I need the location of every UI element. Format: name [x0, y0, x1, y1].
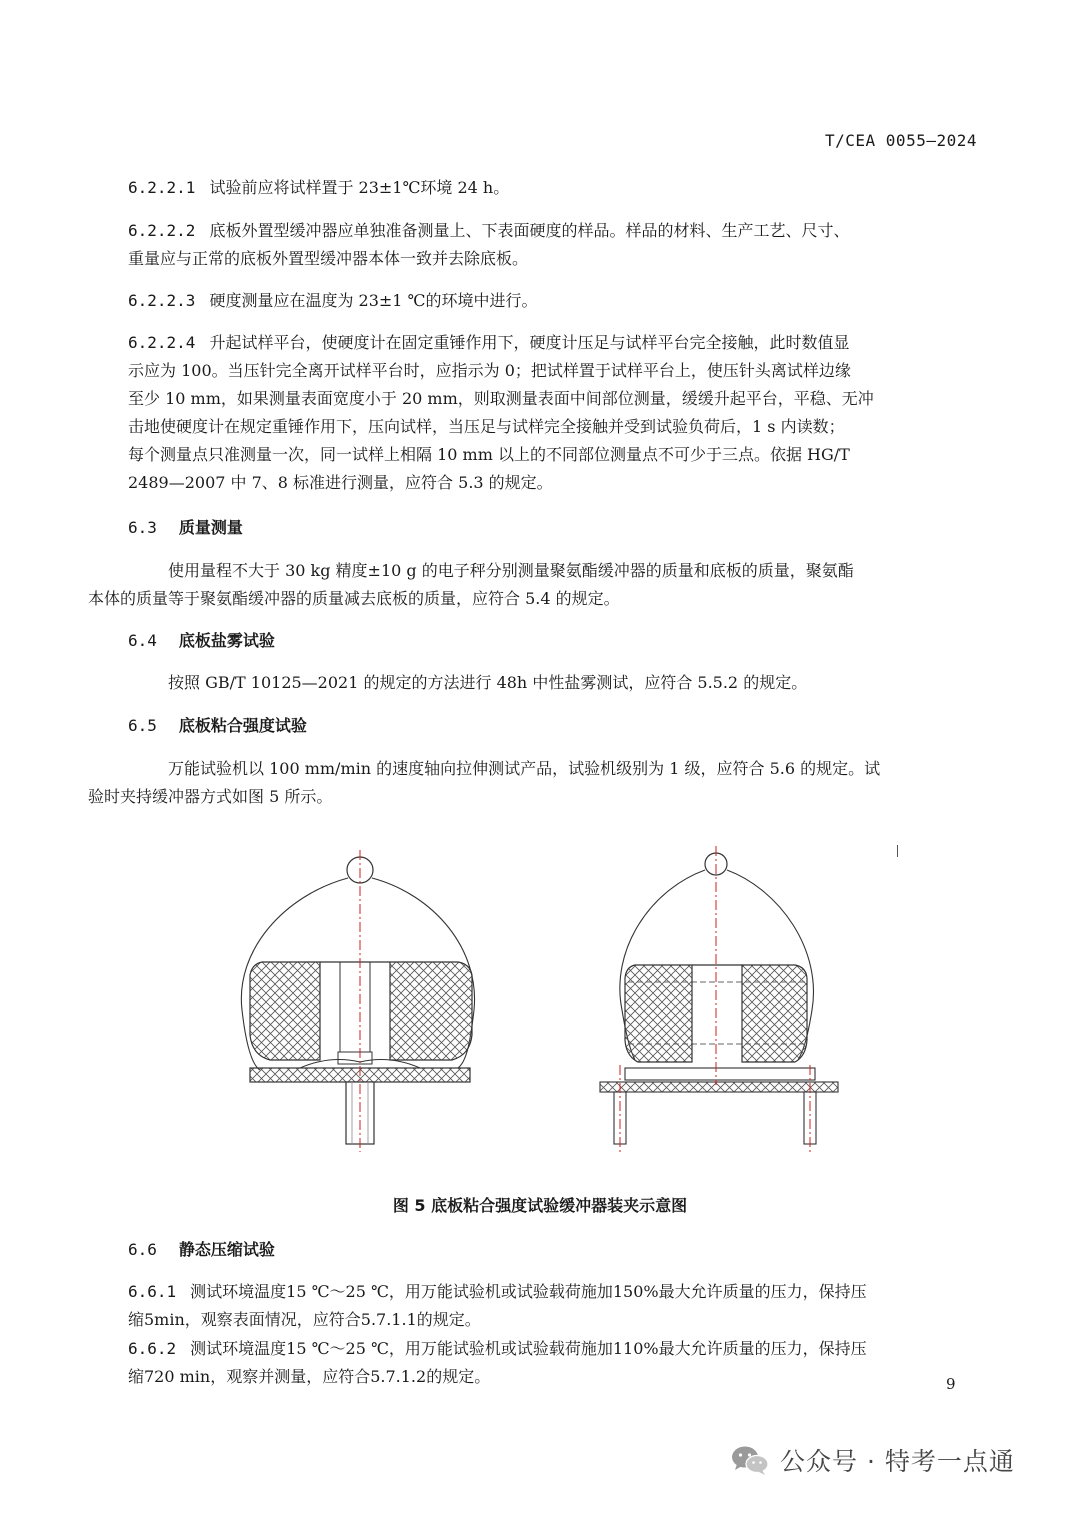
- clause-text-line: 测试环境温度15 ℃～25 ℃，用万能试验机或试验载荷施加150%最大允许质量的压力，保持压: [190, 1282, 867, 1301]
- clause-number: 6.6.1: [128, 1282, 177, 1301]
- section-title: 静态压缩试验: [178, 1240, 275, 1259]
- clause-text: 硬度测量应在温度为 23±1 ℃的环境中进行。: [209, 291, 538, 310]
- clause-number: 6.2.2.4: [128, 333, 196, 352]
- body-line: 本体的质量等于聚氨酯缓冲器的质量减去底板的质量，应符合 5.4 的规定。: [88, 589, 620, 608]
- section-heading-6-3: [128, 514, 243, 542]
- section-number: 6.5: [128, 716, 157, 735]
- clause-text-line: 每个测量点只准测量一次，同一试样上相隔 10 mm 以上的不同部位测量点不可少于三点。依据 HG/T: [128, 445, 850, 464]
- body-line: 使用量程不大于 30 kg 精度±10 g 的电子秤分别测量聚氨酯缓冲器的质量和底板的质量，聚氨酯: [168, 561, 854, 580]
- left-buffer-assembly: [241, 850, 474, 1152]
- wechat-icon: [730, 1444, 770, 1476]
- figure-5-fixture-diagram: [230, 840, 850, 1155]
- clause-text-line: 缩720 min，观察并测量，应符合5.7.1.2的规定。: [128, 1367, 491, 1386]
- section-title: 质量测量: [178, 518, 243, 537]
- section-title: 底板盐雾试验: [178, 631, 275, 650]
- clause-text-line: 2489—2007 中 7、8 标准进行测量，应符合 5.3 的规定。: [128, 473, 553, 492]
- clause-text-line: 底板外置型缓冲器应单独准备测量上、下表面硬度的样品。样品的材料、生产工艺、尺寸、: [209, 221, 850, 240]
- page-number: 9: [946, 1375, 956, 1393]
- section-number: 6.4: [128, 631, 157, 650]
- right-buffer-assembly: [600, 846, 838, 1152]
- clause-text-line: 重量应与正常的底板外置型缓冲器本体一致并去除底板。: [128, 249, 529, 268]
- section-heading-6-6: [128, 1236, 275, 1264]
- section-title: 底板粘合强度试验: [178, 716, 307, 735]
- clause-number: 6.6.2: [128, 1339, 177, 1358]
- clause-number: 6.2.2.2: [128, 221, 196, 240]
- clause-6-2-2-2: [128, 217, 978, 273]
- section-number: 6.6: [128, 1240, 157, 1259]
- clause-6-2-2-3: [128, 287, 978, 315]
- clause-text-line: 缩5min，观察表面情况，应符合5.7.1.1的规定。: [128, 1310, 481, 1329]
- clause-6-6-2: [128, 1335, 978, 1391]
- watermark: [730, 1440, 1015, 1480]
- fixture-plate: [600, 1082, 838, 1092]
- clause-text-line: 击地使硬度计在规定重锤作用下，压向试样，当压足与试样完全接触并受到试验负荷后，1 s 内读数；: [128, 417, 845, 436]
- watermark-text: 公众号 · 特考一点通: [780, 1447, 1015, 1476]
- body-line: 验时夹持缓冲器方式如图 5 所示。: [88, 787, 333, 806]
- bolt: [614, 1092, 626, 1144]
- clause-6-2-2-4: [128, 329, 978, 497]
- bolt: [804, 1092, 816, 1144]
- body-line: 按照 GB/T 10125—2021 的规定的方法进行 48h 中性盐雾测试，应符合 5.5.2 的规定。: [168, 673, 808, 692]
- section-number: 6.3: [128, 518, 157, 537]
- body-line: 万能试验机以 100 mm/min 的速度轴向拉伸测试产品，试验机级别为 1 级，应符合 5.6 的规定。试: [168, 759, 881, 778]
- clause-text: 试验前应将试样置于 23±1℃环境 24 h。: [209, 178, 510, 197]
- clause-6-2-2-1: [128, 174, 978, 202]
- section-6-4-body: [128, 669, 978, 697]
- section-heading-6-5: [128, 712, 307, 740]
- clause-number: 6.2.2.3: [128, 291, 196, 310]
- section-6-3-body: [88, 557, 978, 613]
- clause-text-line: 升起试样平台，使硬度计在固定重锤作用下，硬度计压足与试样平台完全接触，此时数值显: [209, 333, 850, 352]
- clause-text-line: 至少 10 mm，如果测量表面宽度小于 20 mm，则取测量表面中间部位测量，缓缓升起平台，平稳、无冲: [128, 389, 874, 408]
- section-6-5-body: [88, 755, 978, 811]
- clause-6-6-1: [128, 1278, 978, 1334]
- section-heading-6-4: [128, 627, 275, 655]
- clause-text-line: 示应为 100。当压针完全离开试样平台时，应指示为 0；把试样置于试样平台上，使压针头离试样边缘: [128, 361, 851, 380]
- figure-caption: 图 5 底板粘合强度试验缓冲器装夹示意图: [392, 1196, 688, 1215]
- clause-text-line: 测试环境温度15 ℃～25 ℃，用万能试验机或试验载荷施加110%最大允许质量的压力，保持压: [190, 1339, 867, 1358]
- clause-number: 6.2.2.1: [128, 178, 196, 197]
- base-plate: [625, 1068, 815, 1080]
- document-code: T/CEA 0055—2024: [825, 131, 977, 150]
- margin-mark: [897, 845, 898, 857]
